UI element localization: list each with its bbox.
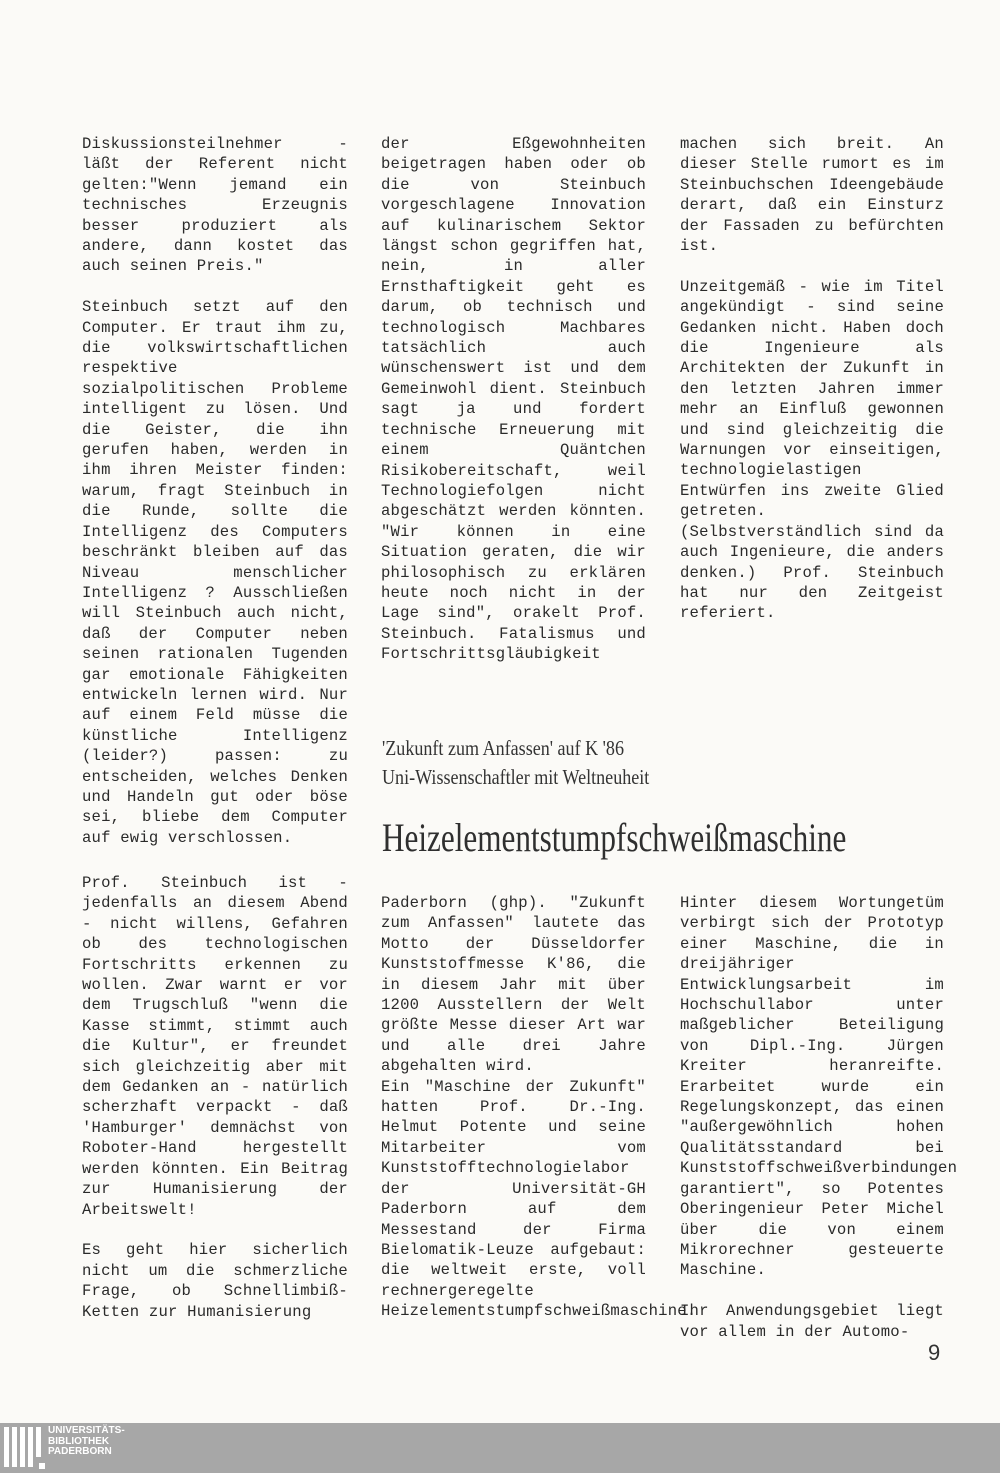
paragraph: Hinter diesem Wortungetüm verbirgt sich der Prototyp einer Maschine, die in dreijähriger Entwicklungsarbeit im Hochschullabor unter maßgeblicher Beteiligung von Dipl.-Ing. Jürgen Kreiter heranreifte. Erarbeitet wurde ein Regelungskonzept, das einen "außergewöhnlich hohen Qualitätsstandard bei Kunststoffschweißverbindungen garantiert", so Potentes Oberingenieur Peter Michel über die von einem Mikrorechner gesteuerte Maschine.: [680, 894, 958, 1280]
library-footer-bar: [0, 1423, 1000, 1473]
paragraph: Diskussionsteilnehmer - läßt der Referent nicht gelten:"Wenn jemand ein technisches Erzeugnis besser produziert als andere, dann kostet das auch seinen Preis.": [82, 135, 348, 276]
column-4: [82, 873, 348, 1322]
article-headline: Heizelementstumpfschweißmaschine: [382, 815, 847, 860]
column-6: [680, 893, 958, 1342]
library-logo-icon: [2, 1423, 44, 1473]
column-2: [381, 134, 646, 665]
paragraph: Unzeitgemäß - wie im Titel angekündigt - sind seine Gedanken nicht. Haben doch die Ingenieure als Architekten der Zukunft in den letzten Jahren immer mehr an Einfluß gewonnen und sind gleichzeitig die Warnungen vor einseitigen, technologielastigen Entwürfen ins zweite Glied getreten. (Selbstverständlich sind da auch Ingenieure, die anders denken.) Prof. Steinbuch hat nur den Zeitgeist referiert.: [680, 277, 944, 623]
logo-text-line: UNIVERSITÄTS-: [48, 1425, 125, 1436]
paragraph: Ihr Anwendungsgebiet liegt vor allem in der Automo-: [680, 1302, 944, 1341]
logo-text-line: BIBLIOTHEK: [48, 1435, 110, 1447]
paragraph: Prof. Steinbuch ist - jedenfalls an diesem Abend - nicht willens, Gefahren ob des technologischen Fortschritts erkennen zu wollen. Zwar warnt er vor dem Trugschluß "wenn die Kasse stimmt, stimmt auch die Kultur", er freundet sich gleichzeitig aber mit dem Gedanken an - natürlich scherzhaft verpackt - daß 'Hamburger' demnächst von Roboter-Hand hergestellt werden könnten. Ein Beitrag zur Humanisierung der Arbeitswelt!: [82, 874, 348, 1219]
paragraph: Steinbuch setzt auf den Computer. Er traut ihm zu, die volkswirtschaftlichen respektive sozialpolitischen Probleme intelligent zu lösen. Und die Geister, die ihn gerufen haben, werden in ihm ihren Meister finden: warum, fragt Steinbuch in die Runde, sollte die Intelligenz des Computers beschränkt bleiben auf das Niveau menschlicher Intelligenz ? Ausschließen will Steinbuch auch nicht, daß der Computer neben seinen rationalen Tugenden gar emotionale Fähigkeiten entwickeln lernen wird. Nur auf einem Feld müsse die künstliche Intelligenz (leider?) passen: zu entscheiden, welches Denken und Handeln gut oder böse sei, bliebe dem Computer auf ewig verschlossen.: [82, 298, 348, 847]
article-subkicker: Uni-Wissenschaftler mit Weltneuheit: [382, 765, 650, 789]
column-1: [82, 134, 348, 848]
paragraph: der Eßgewohnheiten beigetragen haben oder ob die von Steinbuch vorgeschlagene Innovation auf kulinarischem Sektor längst schon gegriffen hat, nein, in aller Ernsthaftigkeit geht es darum, ob technisch und technologisch Machbares tatsächlich auch wünschenswert ist und dem Gemeinwohl dient. Steinbuch sagt ja und fordert technische Erneuerung mit einem Quäntchen Risikobereitschaft, weil Technologiefolgen nicht abgeschätzt werden könnten. "Wir können in eine Situation geraten, die wir philosophisch zu erklären heute noch nicht in der Lage sind", orakelt Prof. Steinbuch. Fatalismus und Fortschrittsgläubigkeit: [381, 135, 646, 664]
logo-text-line: PADERBORN: [48, 1446, 112, 1457]
paragraph: machen sich breit. An dieser Stelle rumort es im Steinbuchschen Ideengebäude derart, daß ein Einsturz der Fassaden zu befürchten ist.: [680, 135, 944, 256]
article-kicker: 'Zukunft zum Anfassen' auf K '86: [382, 736, 624, 760]
paragraph: Ein "Maschine der Zukunft" hatten Prof. Dr.-Ing. Helmut Potente und seine Mitarbeiter vom Kunststofftechnologielabor der Universität-GH Paderborn auf dem Messestand der Firma Bielomatik-Leuze aufgebaut: die weltweit erste, voll rechnergeregelte Heizelementstumpfschweißmaschine.: [381, 1077, 697, 1321]
column-3: [680, 134, 944, 624]
column-5: [381, 893, 697, 1322]
library-logo-text: [48, 1426, 125, 1458]
paragraph: Es geht hier sicherlich nicht um die schmerzliche Frage, ob Schnellimbiß-Ketten zur Humanisierung: [82, 1241, 348, 1321]
paragraph: Paderborn (ghp). "Zukunft zum Anfassen" lautete das Motto der Düsseldorfer Kunststoffmesse K'86, die in diesem Jahr mit über 1200 Ausstellern der Welt größte Messe dieser Art war und alle drei Jahre abgehalten wird.: [381, 894, 646, 1076]
page-number: 9: [928, 1340, 941, 1365]
